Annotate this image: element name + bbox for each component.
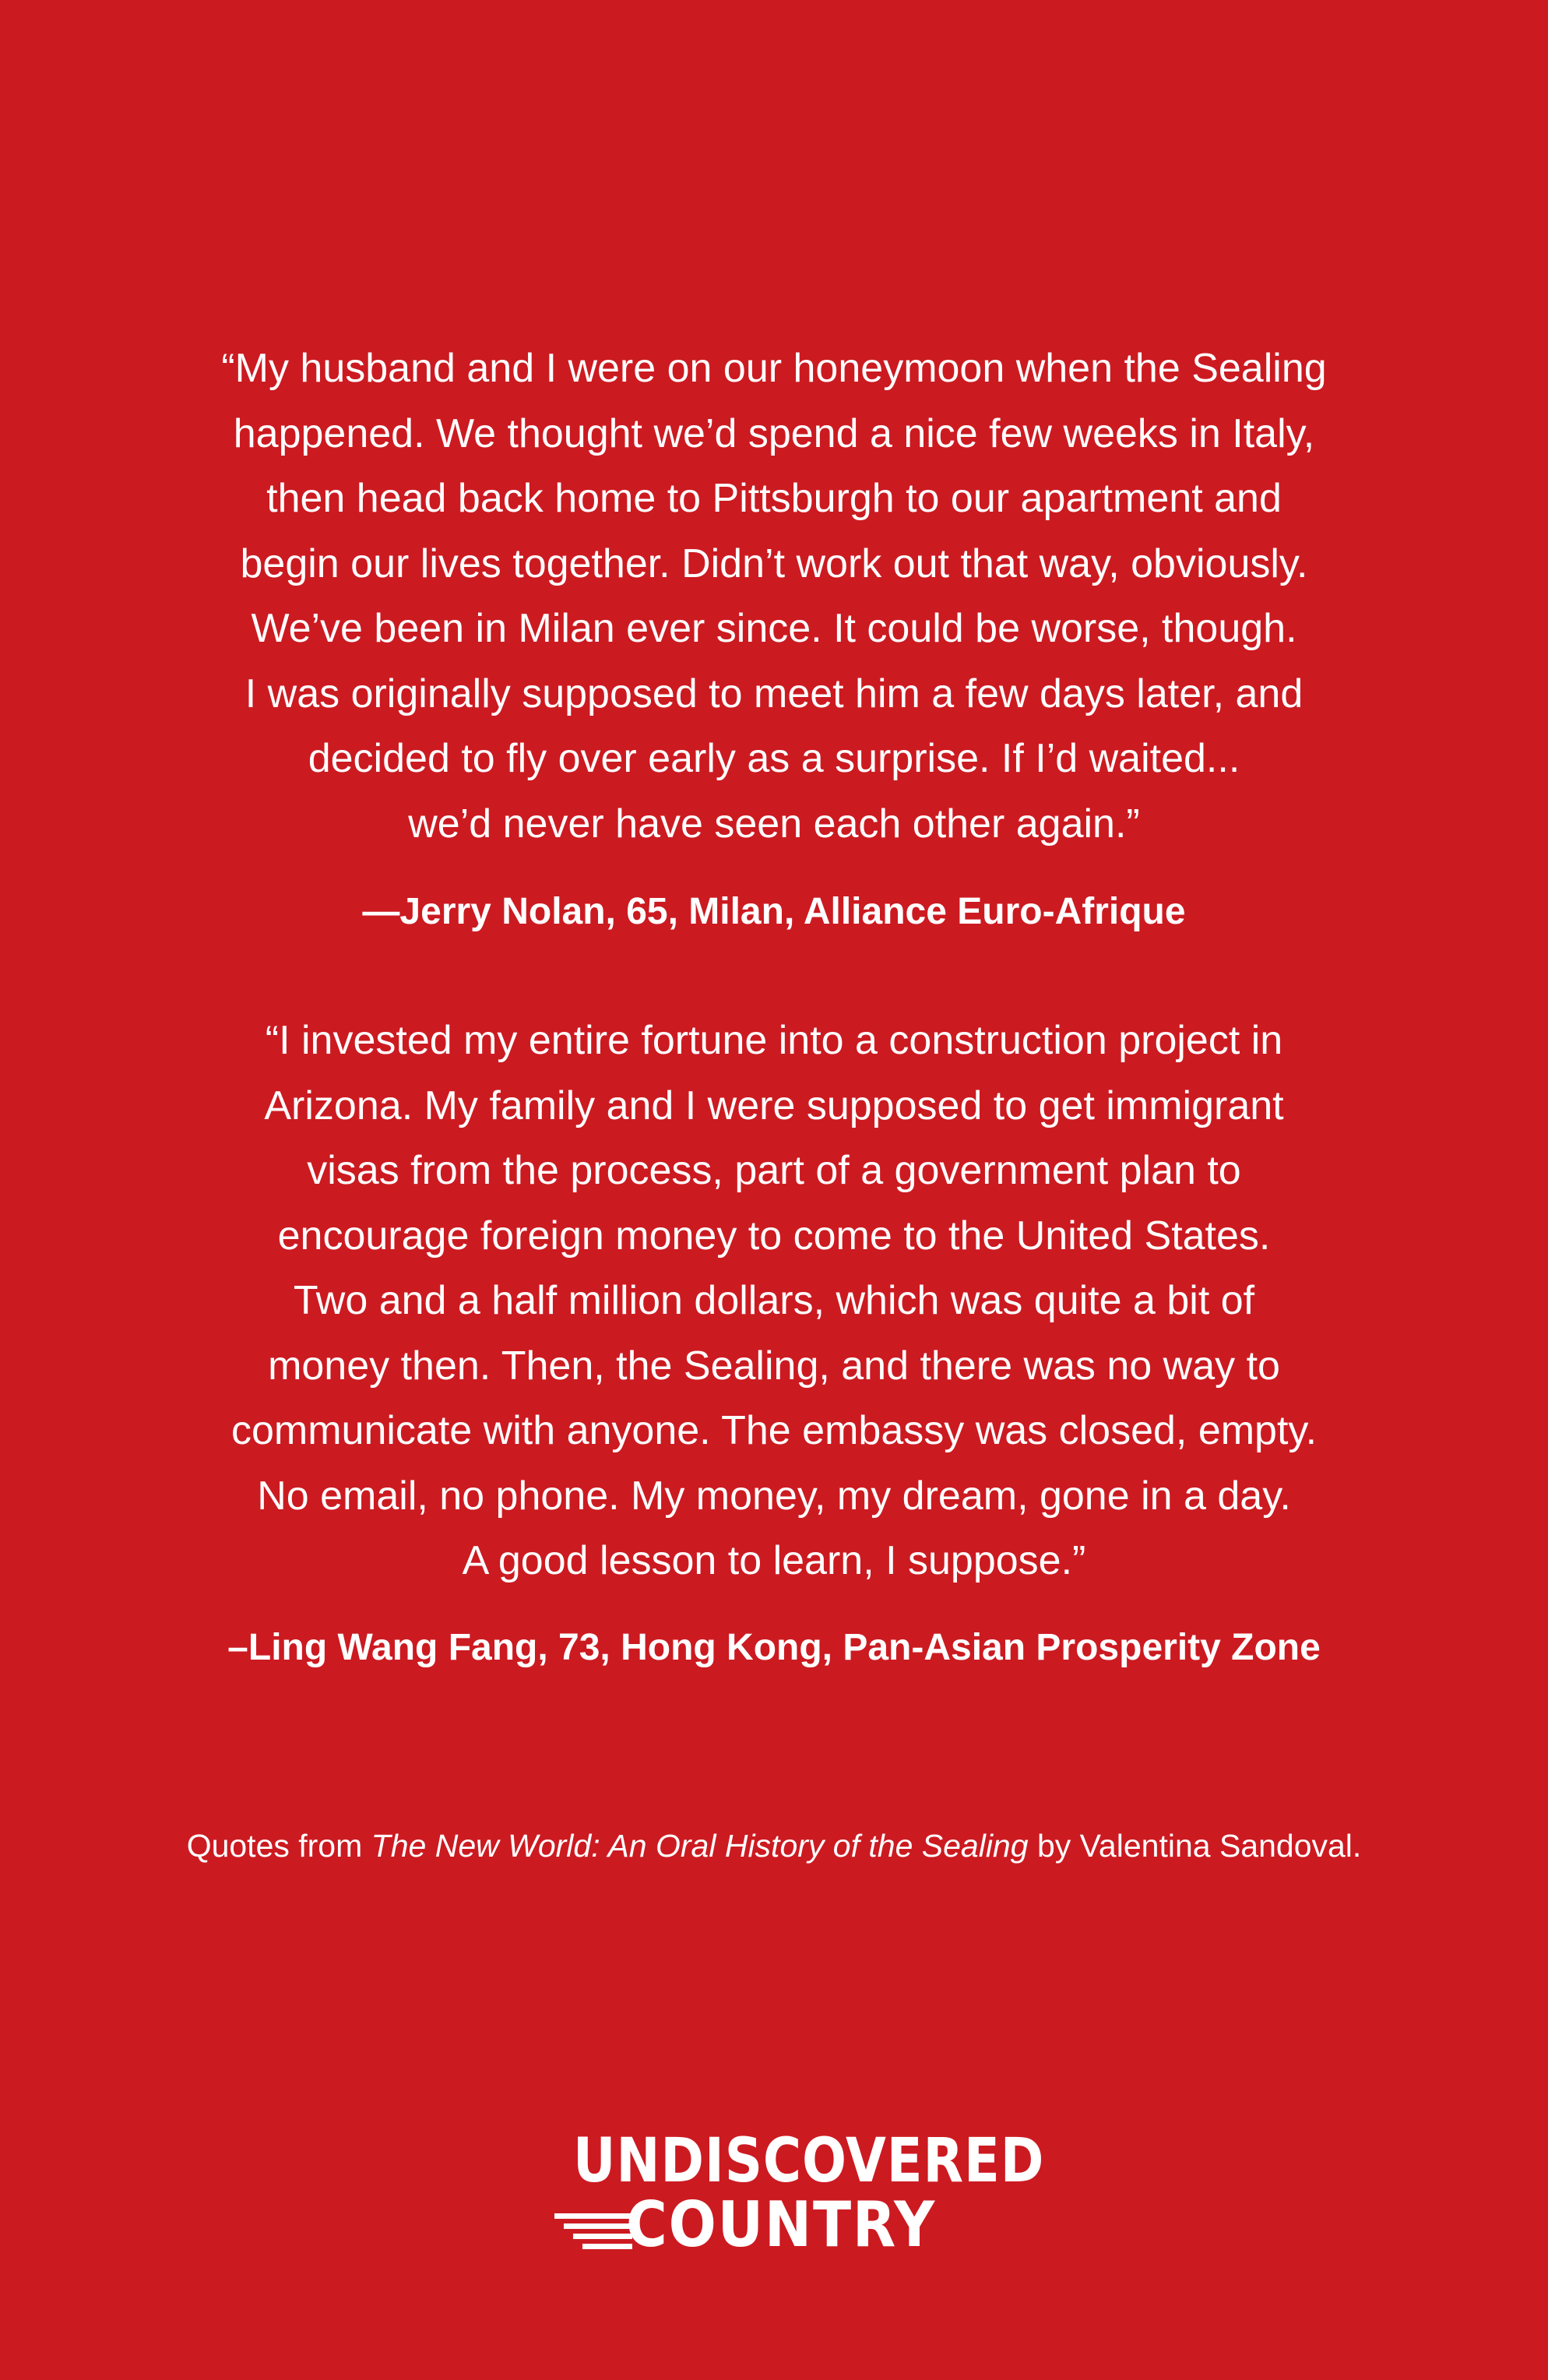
quote-1-line: begin our lives together. Didn’t work out that way, obviously.: [240, 540, 1308, 586]
quote-2-line: “I invested my entire fortune into a construction project in: [265, 1018, 1283, 1063]
source-note-suffix: by Valentina Sandoval.: [1028, 1828, 1362, 1864]
quote-2-line: encourage foreign money to come to the United States.: [277, 1213, 1271, 1259]
quote-2-line: Two and a half million dollars, which was quite a bit of: [293, 1278, 1255, 1323]
quote-2-text: [109, 1009, 1439, 1594]
quote-1-line: happened. We thought we’d spend a nice few weeks in Italy,: [233, 410, 1315, 456]
quote-1-line: we’d never have seen each other again.”: [408, 801, 1140, 847]
quote-2-line: Arizona. My family and I were supposed to get immigrant: [264, 1083, 1284, 1128]
logo-line-1: UNDISCOVERED: [573, 2126, 1045, 2196]
quote-2-line: communicate with anyone. The embassy was closed, empty.: [230, 1408, 1318, 1453]
logo-line-2: COUNTRY: [626, 2188, 937, 2261]
flag-stripes-icon: [547, 2213, 632, 2260]
quote-1-line: then head back home to Pittsburgh to our apartment and: [266, 476, 1282, 521]
source-note: [78, 1826, 1470, 1865]
quote-1-line: “My husband and I were on our honeymoon when the Sealing: [221, 346, 1327, 391]
quote-1-attribution: —Jerry Nolan, 65, Milan, Alliance Euro-Afrique: [362, 891, 1186, 932]
quote-1-line: We’ve been in Milan ever since. It could be worse, though.: [251, 606, 1297, 651]
quote-2-line: A good lesson to learn, I suppose.”: [462, 1538, 1086, 1583]
quote-1-line: I was originally supposed to meet him a few days later, and: [245, 671, 1303, 716]
quote-1-text: [109, 336, 1439, 857]
quote-2-line: money then. Then, the Sealing, and there was no way to: [268, 1343, 1280, 1389]
source-note-prefix: Quotes from: [186, 1828, 371, 1864]
book-title: The New World: An Oral History of the Sealing: [371, 1828, 1029, 1864]
quote-2-line: visas from the process, part of a government plan to: [307, 1148, 1241, 1193]
quote-2-line: No email, no phone. My money, my dream, gone in a day.: [257, 1473, 1291, 1519]
undiscovered-country-logo: [540, 2126, 1045, 2266]
quote-2-attribution: –Ling Wang Fang, 73, Hong Kong, Pan-Asian Prosperity Zone: [227, 1627, 1321, 1668]
quote-1-line: decided to fly over early as a surprise. If I’d waited...: [308, 736, 1240, 781]
